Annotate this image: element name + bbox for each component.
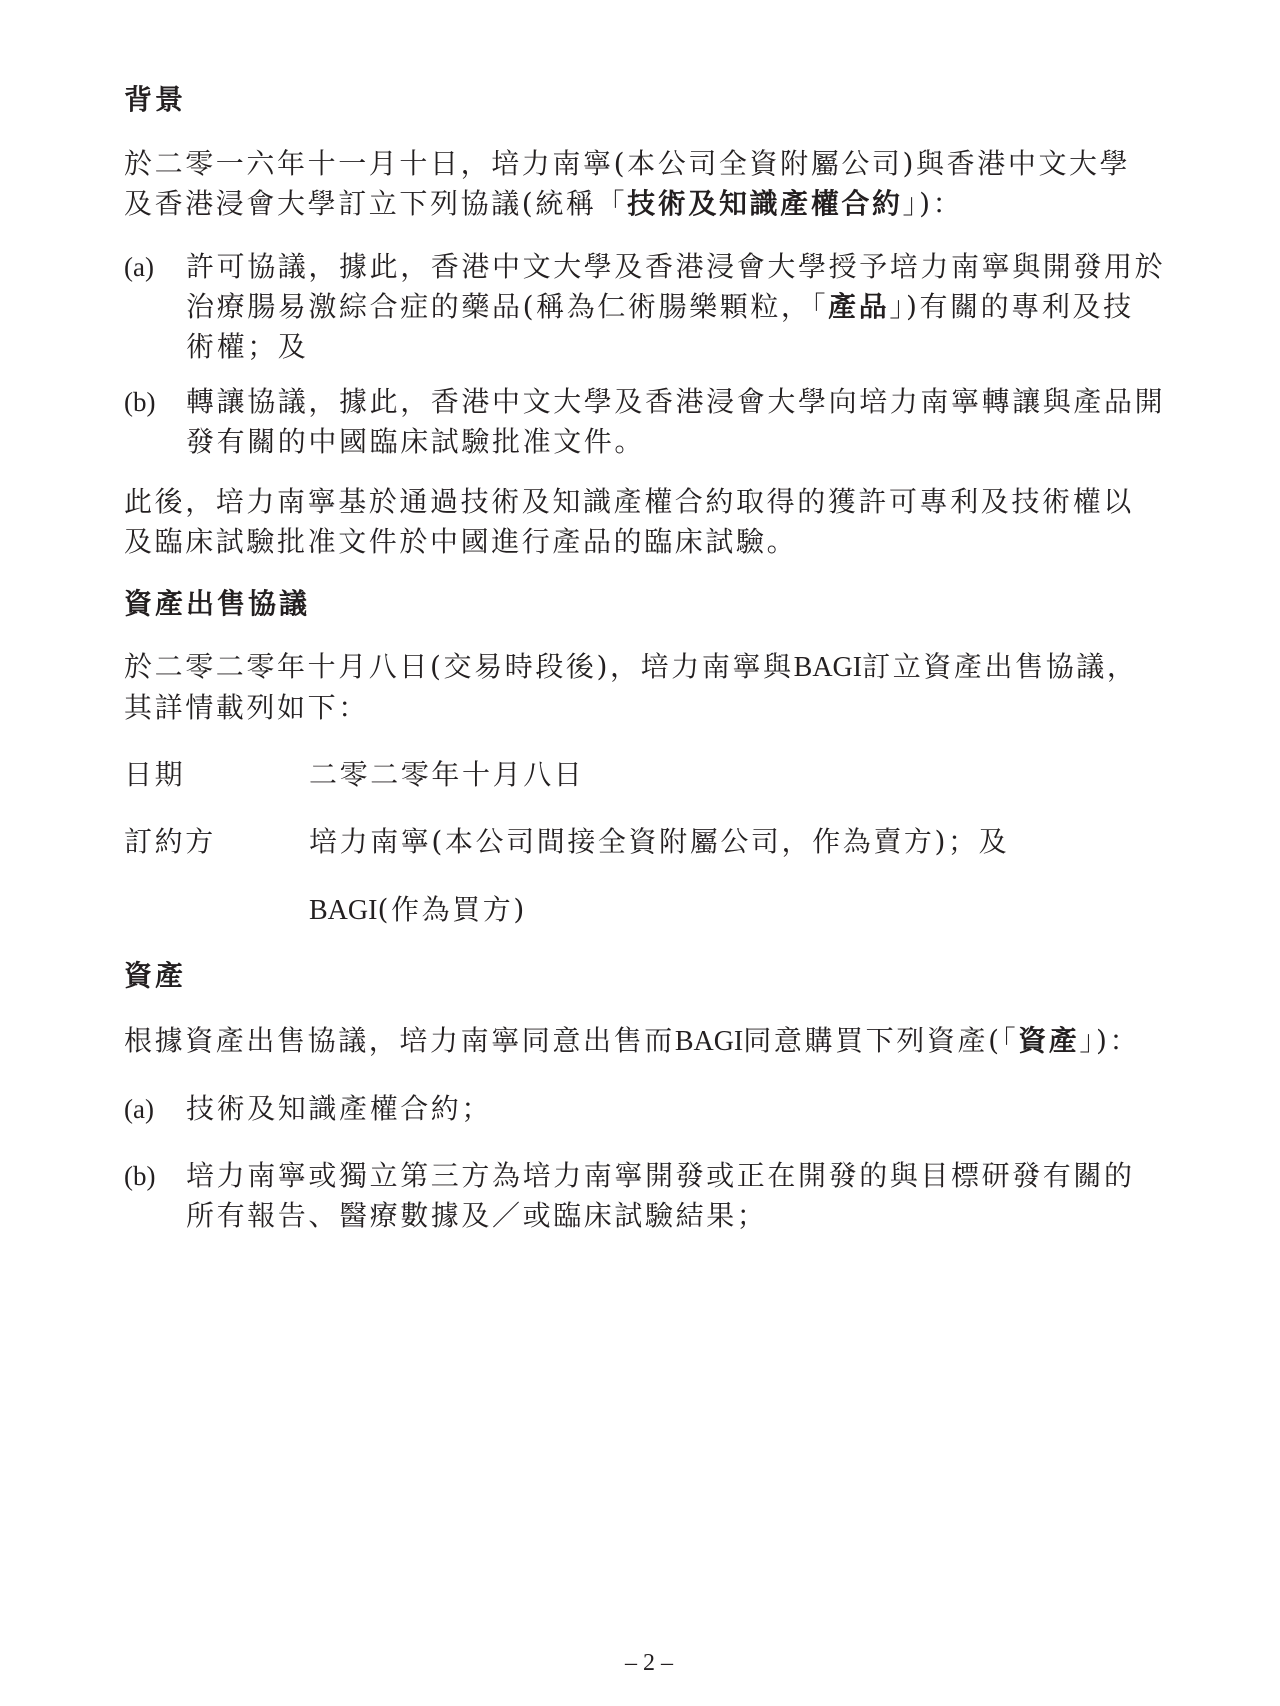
text-run: 訂立資產出售協議， [862, 650, 1138, 683]
paragraph-line: 轉讓協議，據此，香港中文大學及香港浸會大學向培力南寧轉讓與產品開 [186, 385, 1166, 418]
list-item-label: (a) [124, 1094, 154, 1124]
text-run: 治療腸易激綜合症的藥品(稱為仁術腸樂顆粒，「 [186, 290, 829, 323]
list-item-label: (b) [124, 387, 156, 417]
list-item-body [186, 1156, 1174, 1236]
paragraph-line: 其詳情載列如下： [124, 691, 369, 724]
paragraph-line: 培力南寧或獨立第三方為培力南寧開發或正在開發的與目標研發有關的 [186, 1159, 1135, 1192]
text-run: 同意購買下列資產(「 [743, 1024, 1019, 1057]
paragraph-line: 所有報告、醫療數據及／或臨床試驗結果； [186, 1199, 768, 1232]
paragraph-line [124, 647, 1174, 688]
text-run: 根據資產出售協議，培力南寧同意出售而 [124, 1024, 675, 1057]
list-item-label: (b) [124, 1161, 156, 1191]
section-heading-assets: 資產 [124, 959, 187, 992]
text-run: 」)： [902, 187, 964, 220]
background-intro-paragraph [124, 144, 1174, 224]
detail-term: 日期 [124, 758, 186, 791]
text-run: 及香港浸會大學訂立下列協議(統稱「 [124, 187, 628, 220]
text-run: 」)： [1079, 1024, 1141, 1057]
background-followup-paragraph [124, 482, 1174, 562]
paragraph-line: 許可協議，據此，香港中文大學及香港浸會大學授予培力南寧與開發用於 [186, 250, 1166, 283]
paragraph-line: 此後，培力南寧基於通過技術及知識產權合約取得的獲許可專利及技術權以 [124, 485, 1134, 518]
defined-term: 產品 [828, 290, 890, 323]
list-item-body [186, 247, 1174, 367]
company-name: BAGI [674, 1026, 744, 1057]
text-run: 於二零二零年十月八日(交易時段後)，培力南寧與 [124, 650, 794, 683]
paragraph-line: 術權；及 [186, 330, 309, 363]
page-number: – 2 – [625, 1650, 673, 1676]
paragraph-line [124, 1021, 1174, 1062]
text-run: (作為買方) [377, 893, 527, 926]
company-name: BAGI [793, 652, 863, 683]
paragraph-line: 發有關的中國臨床試驗批准文件。 [186, 425, 646, 458]
detail-value [309, 890, 527, 931]
paragraph-line [124, 184, 1174, 224]
detail-value: 二零二零年十月八日 [309, 758, 585, 791]
list-item-label: (a) [124, 252, 154, 282]
asset-sale-intro-paragraph [124, 647, 1174, 728]
text-run: 」)有關的專利及技 [889, 290, 1134, 323]
detail-term: 訂約方 [124, 825, 216, 858]
paragraph-line: 技術及知識產權合約； [186, 1092, 493, 1125]
defined-term: 資產 [1018, 1024, 1080, 1057]
assets-intro-paragraph [124, 1021, 1174, 1062]
company-name: BAGI [309, 895, 378, 926]
document-page [124, 0, 1174, 1706]
paragraph-line [186, 287, 1174, 327]
list-item-body [186, 1089, 1174, 1129]
section-heading-background: 背景 [124, 83, 187, 116]
paragraph-line: 及臨床試驗批准文件於中國進行產品的臨床試驗。 [124, 525, 798, 558]
section-heading-asset-sale: 資產出售協議 [124, 587, 311, 620]
paragraph-line: 於二零一六年十一月十日，培力南寧(本公司全資附屬公司)與香港中文大學 [124, 147, 1131, 180]
defined-term: 技術及知識產權合約 [627, 187, 903, 220]
list-item-body [186, 382, 1174, 462]
detail-value: 培力南寧(本公司間接全資附屬公司，作為賣方)；及 [309, 825, 1010, 858]
